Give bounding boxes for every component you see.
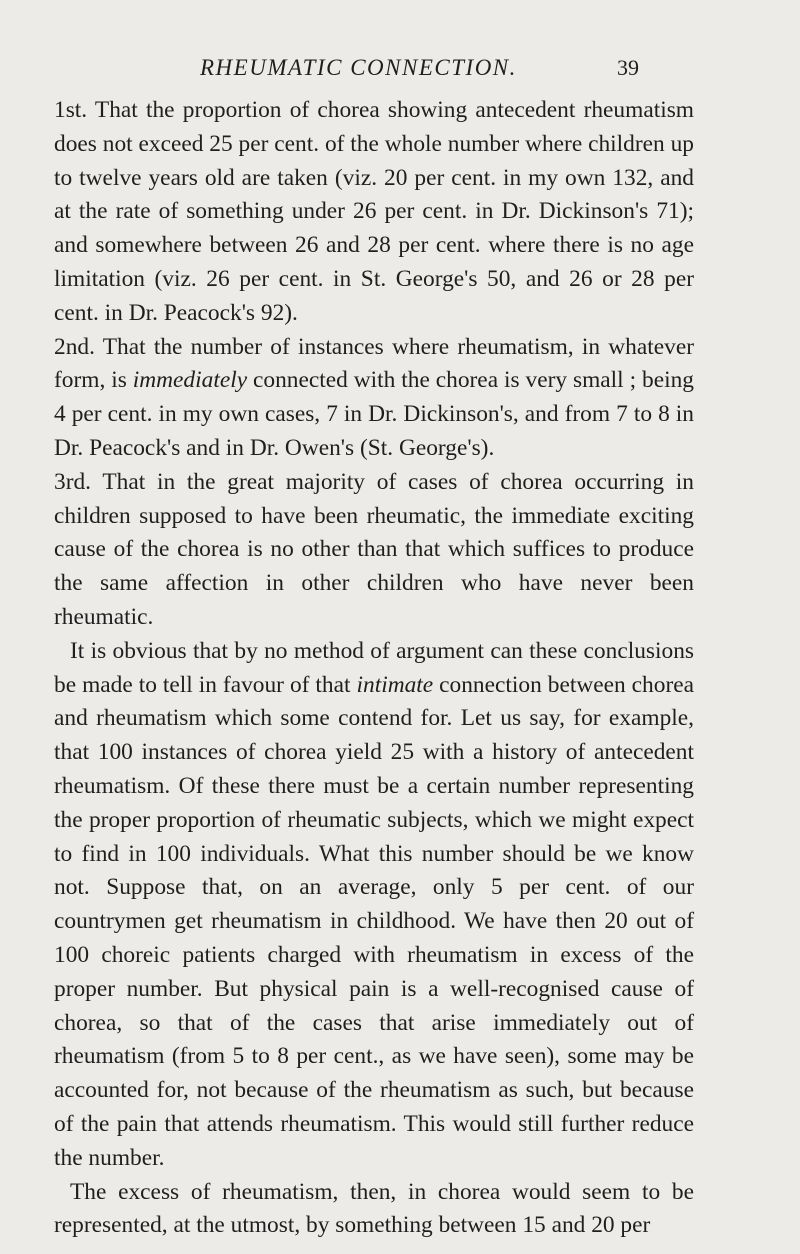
paragraph-excess bbox=[54, 1176, 694, 1244]
paragraph-text: 1st. That the proportion of chorea showing antecedent rheumatism does not exceed 25 per cent. of the whole number where children up to twelve years old are taken (viz. 20 per cent. in my own 132, and at the rate of something under 26 per cent. in Dr. Dickinson's 71); and somewhere between 26 and 28 per cent. where there is no age limitation (viz. 26 per cent. in St. George's 50, and 26 or 28 per cent. in Dr. Peacock's 92). bbox=[54, 97, 694, 326]
paragraph-text: 3rd. That in the great majority of cases of chorea occurring in children supposed to have been rheumatic, the immediate exciting cause of the chorea is no other than that which suffices to produce the same affection in other children who have never been rheumatic. bbox=[54, 468, 694, 630]
paragraph-text: connected with the chorea is very small ; being 4 per cent. in my own cases, 7 in Dr. Dickinson's, and from 7 to 8 in Dr. Peacock's and in Dr. Owen's (St. George's). bbox=[54, 367, 694, 461]
running-title: RHEUMATIC CONNECTION. bbox=[200, 55, 517, 80]
paragraph-second-conclusion bbox=[54, 331, 694, 466]
paragraph-text: connection between chorea and rheumatism which some contend for. Let us say, for example, that 100 instances of chorea yield 25 with a history of antecedent rheumatism. Of these there must be a certain number representing the proper proportion of rheumatic subjects, which we might expect to find in 100 individuals. What this number should be we know not. Suppose that, on an average, only 5 per cent. of our countrymen get rheumatism in childhood. We have then 20 out of 100 choreic patients charged with rheumatism in excess of the proper number. But physical pain is a well-recognised cause of chorea, so that of the cases that arise immediately out of rheumatism (from 5 to 8 per cent., as we have seen), some may be accounted for, not because of the rheumatism as such, but because of the pain that attends rheumatism. This would still further reduce the number. bbox=[54, 671, 695, 1171]
paragraph-third-conclusion bbox=[54, 466, 694, 635]
paragraph-argument bbox=[54, 635, 694, 1176]
emphasis-immediately: immediately bbox=[132, 367, 248, 394]
running-head bbox=[0, 55, 800, 85]
paragraph-text: The excess of rheumatism, then, in chorea would seem to be represented, at the utmost, by something between 15 and 20 per bbox=[54, 1178, 694, 1239]
body-text bbox=[54, 94, 694, 1243]
paragraph-text: 2nd. That the number of instances where rheumatism, in whatever form, is bbox=[54, 333, 694, 394]
emphasis-intimate: intimate bbox=[356, 671, 434, 698]
paragraph-first-conclusion bbox=[54, 94, 694, 331]
paragraph-text: It is obvious that by no method of argument can these conclusions be made to tell in favour of that bbox=[54, 637, 694, 698]
page-number: 39 bbox=[617, 55, 639, 80]
